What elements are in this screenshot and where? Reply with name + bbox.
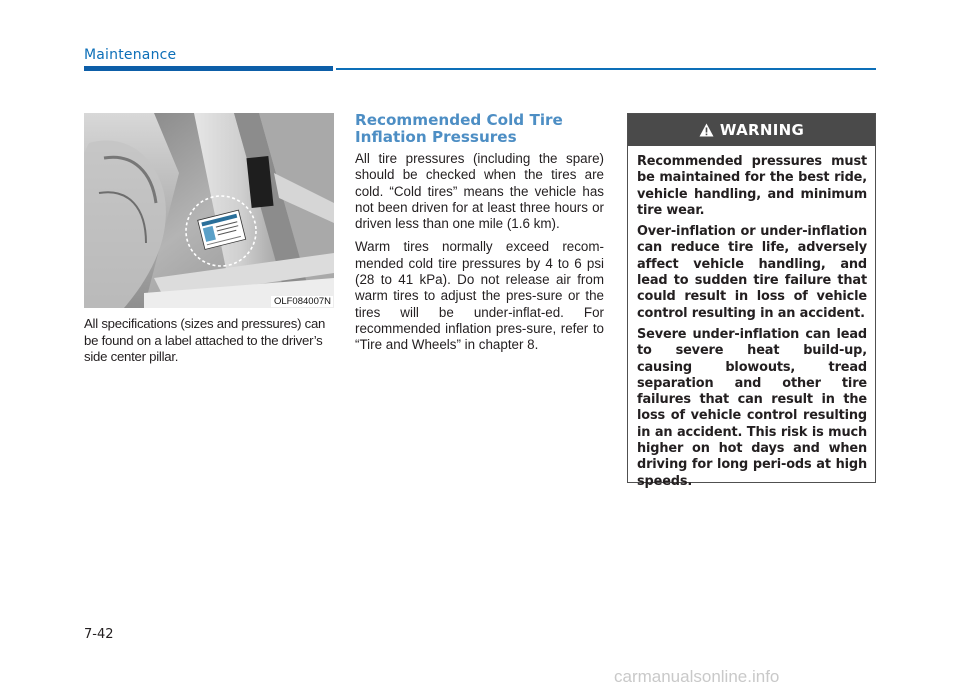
warning-triangle-icon	[699, 123, 714, 137]
cold-tire-paragraph: Warm tires normally exceed recom-mended cold tire pressures by 4 to 6 psi (28 to 41 kPa). Do not release air from warm tires to adjust the pres-sure or the tires will be under-inflat-ed. For recommended inflation pres-sure, refer to “Tire and Wheels” in chapter 8.	[355, 239, 604, 353]
warning-header	[628, 114, 875, 146]
warning-title: WARNING	[719, 121, 805, 139]
door-pillar-illustration	[84, 113, 334, 308]
page-number: 7-42	[84, 627, 114, 642]
warning-paragraph: Over-inflation or under-inflation can reduce tire life, adversely affect vehicle handling, and lead to sudden tire failure that could result in loss of vehicle control resulting in an accident.	[637, 224, 867, 321]
header-rule-thin	[336, 68, 876, 70]
watermark: carmanualsonline.info	[614, 667, 780, 686]
figure-code: OLF084007N	[271, 296, 333, 307]
cold-tire-heading: Recommended Cold Tire Inflation Pressures	[355, 111, 563, 146]
warning-paragraph: Recommended pressures must be maintained for the best ride, vehicle handling, and minimum tire wear.	[637, 154, 867, 218]
header-rule-thick	[84, 66, 333, 71]
door-pillar-photo	[84, 113, 334, 308]
cold-tire-paragraph: All tire pressures (including the spare) should be checked when the tires are cold. “Cold tires” means the vehicle has not been driven for at least three hours or driven less than one mile (1.6 km).	[355, 151, 604, 232]
warning-paragraph: Severe under-inflation can lead to severe heat build-up, causing blowouts, tread separation and other tire failures that can result in the loss of vehicle control resulting in an accident. This risk is much higher on hot days and when driving for long peri-ods at high speeds.	[637, 326, 867, 489]
label-location-text: All specifications (sizes and pressures) can be found on a label attached to the driver’s side center pillar.	[84, 316, 326, 365]
cold-tire-body	[355, 151, 604, 361]
warning-body	[628, 146, 875, 490]
section-title: Maintenance	[84, 47, 177, 63]
warning-box	[627, 113, 876, 489]
